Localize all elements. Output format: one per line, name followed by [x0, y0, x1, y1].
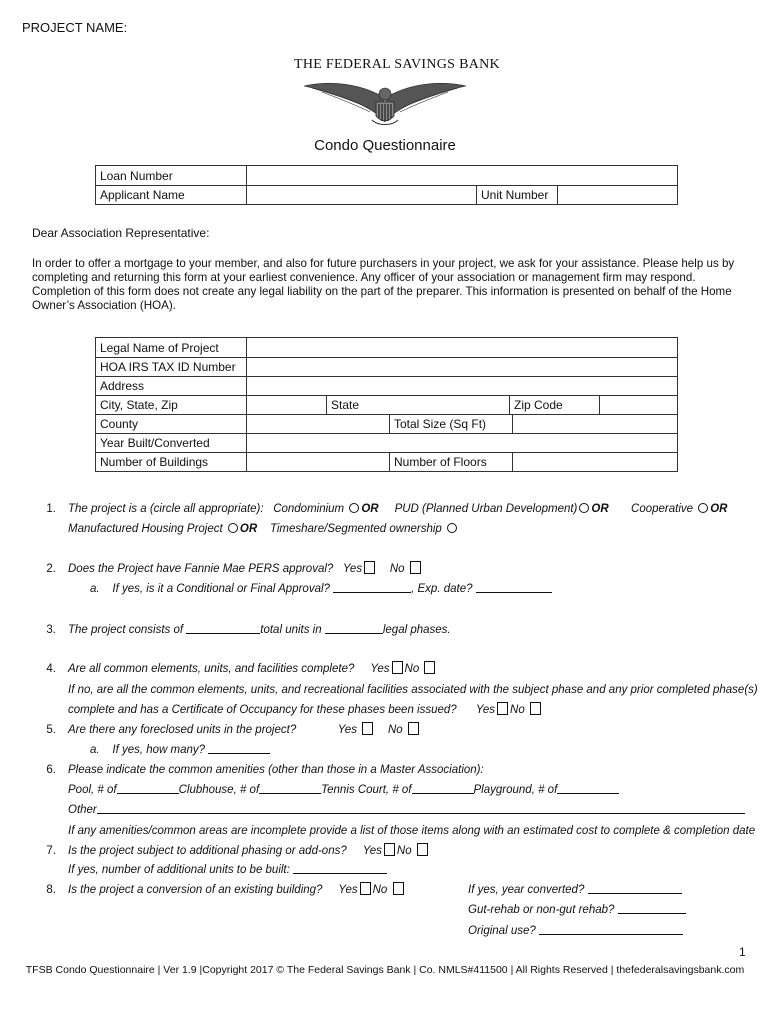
q1-option-condominium: Condominium: [273, 503, 345, 515]
q7-line: [68, 843, 430, 859]
q2a-line: [90, 581, 552, 597]
cooperative-radio[interactable]: [698, 503, 708, 513]
address-field[interactable]: [247, 377, 677, 395]
eagle-logo-icon: [302, 76, 468, 130]
q7-number: 7.: [46, 845, 56, 857]
q5-yes-checkbox[interactable]: [362, 722, 373, 735]
pool-count-field[interactable]: [117, 782, 179, 794]
year-converted-field[interactable]: [588, 882, 682, 894]
q8-gut: Gut-rehab or non-gut rehab?: [468, 904, 615, 916]
zip-field[interactable]: [600, 396, 677, 414]
q3-text3: legal phases.: [382, 624, 451, 636]
num-floors-label: Number of Floors: [394, 455, 487, 469]
q5-number: 5.: [46, 724, 56, 736]
q8-no-checkbox[interactable]: [393, 882, 404, 895]
q4-number: 4.: [46, 663, 56, 675]
q6-other-line: [68, 802, 745, 818]
unit-number-label: Unit Number: [481, 188, 549, 202]
q2-yes-checkbox[interactable]: [364, 561, 375, 574]
loan-number-field[interactable]: [247, 166, 677, 185]
q5-line: [68, 722, 421, 738]
page-title: Condo Questionnaire: [314, 137, 456, 154]
q4-line: [68, 661, 437, 677]
q3-text1: The project consists of: [68, 624, 184, 636]
footer-text: TFSB Condo Questionnaire | Ver 1.9 |Copyright 2017 © The Federal Savings Bank | Co. NMLS#411500 | All Rights Reserved | thefederalsavingsbank.com: [25, 964, 745, 976]
q7-text: Is the project subject to additional phasing or add-ons?: [68, 845, 347, 857]
year-built-field[interactable]: [247, 434, 677, 452]
original-use-field[interactable]: [539, 923, 683, 935]
q8-gut-line: [468, 902, 686, 918]
total-units-field[interactable]: [186, 622, 260, 634]
q8-text: Is the project a conversion of an existing building?: [68, 884, 323, 896]
additional-units-field[interactable]: [293, 862, 387, 874]
approval-type-field[interactable]: [333, 581, 411, 593]
q1-option-timeshare: Timeshare/Segmented ownership: [269, 523, 442, 535]
condominium-radio[interactable]: [349, 503, 359, 513]
q3-text2: total units in: [260, 624, 322, 636]
q5a-line: [90, 742, 270, 758]
bank-name: THE FEDERAL SAVINGS BANK: [294, 57, 500, 72]
applicant-name-label: Applicant Name: [100, 188, 185, 202]
county-field[interactable]: [247, 415, 389, 433]
or-label: OR: [710, 503, 728, 515]
no-label: No: [372, 884, 388, 896]
loan-number-label: Loan Number: [100, 169, 173, 183]
clubhouse-count-field[interactable]: [259, 782, 321, 794]
q2-number: 2.: [46, 563, 56, 575]
manufactured-radio[interactable]: [228, 523, 238, 533]
no-label: No: [396, 845, 412, 857]
legal-name-label: Legal Name of Project: [100, 341, 219, 355]
page-number: 1: [739, 945, 746, 959]
q6-other: Other: [68, 804, 97, 816]
q1-number: 1.: [46, 503, 56, 515]
q7-sub-line: [68, 862, 387, 878]
zip-label: Zip Code: [514, 398, 563, 412]
q5a-text: If yes, how many?: [112, 744, 206, 756]
q1-option-pud: PUD (Planned Urban Development): [394, 503, 578, 515]
yes-label: Yes: [338, 884, 358, 896]
tax-id-label: HOA IRS TAX ID Number: [100, 360, 236, 374]
q6-number: 6.: [46, 764, 56, 776]
q2a-label: a.: [90, 583, 100, 595]
pud-radio[interactable]: [579, 503, 589, 513]
q7-no-checkbox[interactable]: [417, 843, 428, 856]
or-label: OR: [239, 523, 258, 535]
total-size-field[interactable]: [513, 415, 677, 433]
project-name-label: PROJECT NAME:: [22, 20, 128, 35]
tax-id-field[interactable]: [247, 358, 677, 376]
or-label: OR: [361, 503, 379, 515]
q1-line1: [68, 501, 727, 517]
city-field[interactable]: [247, 396, 326, 414]
total-size-label: Total Size (Sq Ft): [394, 417, 487, 431]
q8-number: 8.: [46, 884, 56, 896]
no-label: No: [387, 724, 403, 736]
q3-line: [68, 622, 451, 638]
no-label: No: [510, 704, 525, 716]
no-label: No: [404, 663, 420, 675]
rehab-type-field[interactable]: [618, 902, 686, 914]
q8-year-line: [468, 882, 682, 898]
unit-number-field[interactable]: [558, 186, 677, 204]
letter-line: Owner’s Association (HOA).: [32, 299, 176, 312]
yes-label: Yes: [337, 724, 357, 736]
q1-option-cooperative: Cooperative: [631, 503, 694, 515]
num-buildings-field[interactable]: [247, 453, 389, 471]
q1-line2: [68, 521, 459, 537]
q6-tennis: Tennis Court, # of: [321, 784, 412, 796]
yes-label: Yes: [362, 845, 382, 857]
q7-sub: If yes, number of additional units to be built:: [68, 864, 290, 876]
q1-option-manufactured: Manufactured Housing Project: [68, 523, 223, 535]
q5a-label: a.: [90, 744, 100, 756]
q4-sub2-line: [68, 702, 543, 718]
q4-cert-no-checkbox[interactable]: [530, 702, 541, 715]
num-buildings-label: Number of Buildings: [100, 455, 209, 469]
q6-amenities-line: [68, 782, 619, 798]
legal-phases-field[interactable]: [325, 622, 383, 634]
other-amenities-field[interactable]: [97, 802, 745, 814]
q4-no-checkbox[interactable]: [424, 661, 435, 674]
loan-table: [95, 165, 678, 205]
project-table: [95, 337, 678, 472]
or-label: OR: [591, 503, 609, 515]
q6-note: If any amenities/common areas are incomplete provide a list of those items along with an estimated cost to complete & completion date: [68, 825, 756, 837]
q2a-text: If yes, is it a Conditional or Final Approval?: [112, 583, 330, 595]
applicant-name-field[interactable]: [247, 186, 476, 204]
playground-count-field[interactable]: [557, 782, 619, 794]
address-label: Address: [100, 379, 145, 393]
letter-line: In order to offer a mortgage to your member, and also for future purchasers in your project, we ask for your assistance. Please help us by: [32, 257, 735, 270]
yes-label: Yes: [370, 663, 390, 675]
q6-play: Playground, # of: [473, 784, 558, 796]
q4-yes-checkbox[interactable]: [392, 661, 403, 674]
q8-line: [68, 882, 406, 898]
q8-orig: Original use?: [468, 925, 536, 937]
tennis-count-field[interactable]: [412, 782, 474, 794]
q2-text: Does the Project have Fannie Mae PERS approval?: [68, 563, 334, 575]
q6-text: Please indicate the common amenities (other than those in a Master Association):: [68, 764, 484, 776]
letter-body: [32, 257, 734, 313]
q2-line: [68, 561, 423, 577]
q5-text: Are there any foreclosed units in the project?: [68, 724, 297, 736]
q7-yes-checkbox[interactable]: [384, 843, 395, 856]
q4-sub1: If no, are all the common elements, units, and recreational facilities associated with the subject phase and any prior completed phase(s): [68, 684, 758, 696]
exp-date-field[interactable]: [476, 581, 552, 593]
letter-line: completing and returning this form at your earliest convenience. Any officer of your association or management firm may respond.: [32, 271, 696, 284]
q4-sub2: complete and has a Certificate of Occupancy for these phases been issued?: [68, 704, 457, 716]
q8-orig-line: [468, 923, 683, 939]
q5-no-checkbox[interactable]: [408, 722, 419, 735]
year-built-label: Year Built/Converted: [100, 436, 210, 450]
q4-text: Are all common elements, units, and facilities complete?: [68, 663, 355, 675]
letter-line: Completion of this form does not create any legal liability on the part of the preparer. This information is presented on behalf of the Home: [32, 285, 732, 298]
timeshare-radio[interactable]: [447, 523, 457, 533]
q1-text: The project is a (circle all appropriate):: [68, 503, 264, 515]
yes-label: Yes: [475, 704, 496, 716]
no-label: No: [389, 563, 405, 575]
yes-label: Yes: [342, 563, 363, 575]
city-state-zip-label: City, State, Zip: [100, 398, 178, 412]
q6-club: Clubhouse, # of: [178, 784, 260, 796]
q2a-exp: , Exp. date?: [411, 583, 473, 595]
county-label: County: [100, 417, 139, 431]
q8-year: If yes, year converted?: [468, 884, 585, 896]
q4-cert-yes-checkbox[interactable]: [497, 702, 508, 715]
q2-no-checkbox[interactable]: [410, 561, 421, 574]
q6-pool: Pool, # of: [68, 784, 117, 796]
salutation: Dear Association Representative:: [32, 226, 210, 240]
num-floors-field[interactable]: [513, 453, 677, 471]
foreclosed-count-field[interactable]: [208, 742, 270, 754]
legal-name-field[interactable]: [247, 338, 677, 357]
q8-yes-checkbox[interactable]: [360, 882, 371, 895]
q3-number: 3.: [46, 624, 56, 636]
state-label: State: [331, 398, 360, 412]
